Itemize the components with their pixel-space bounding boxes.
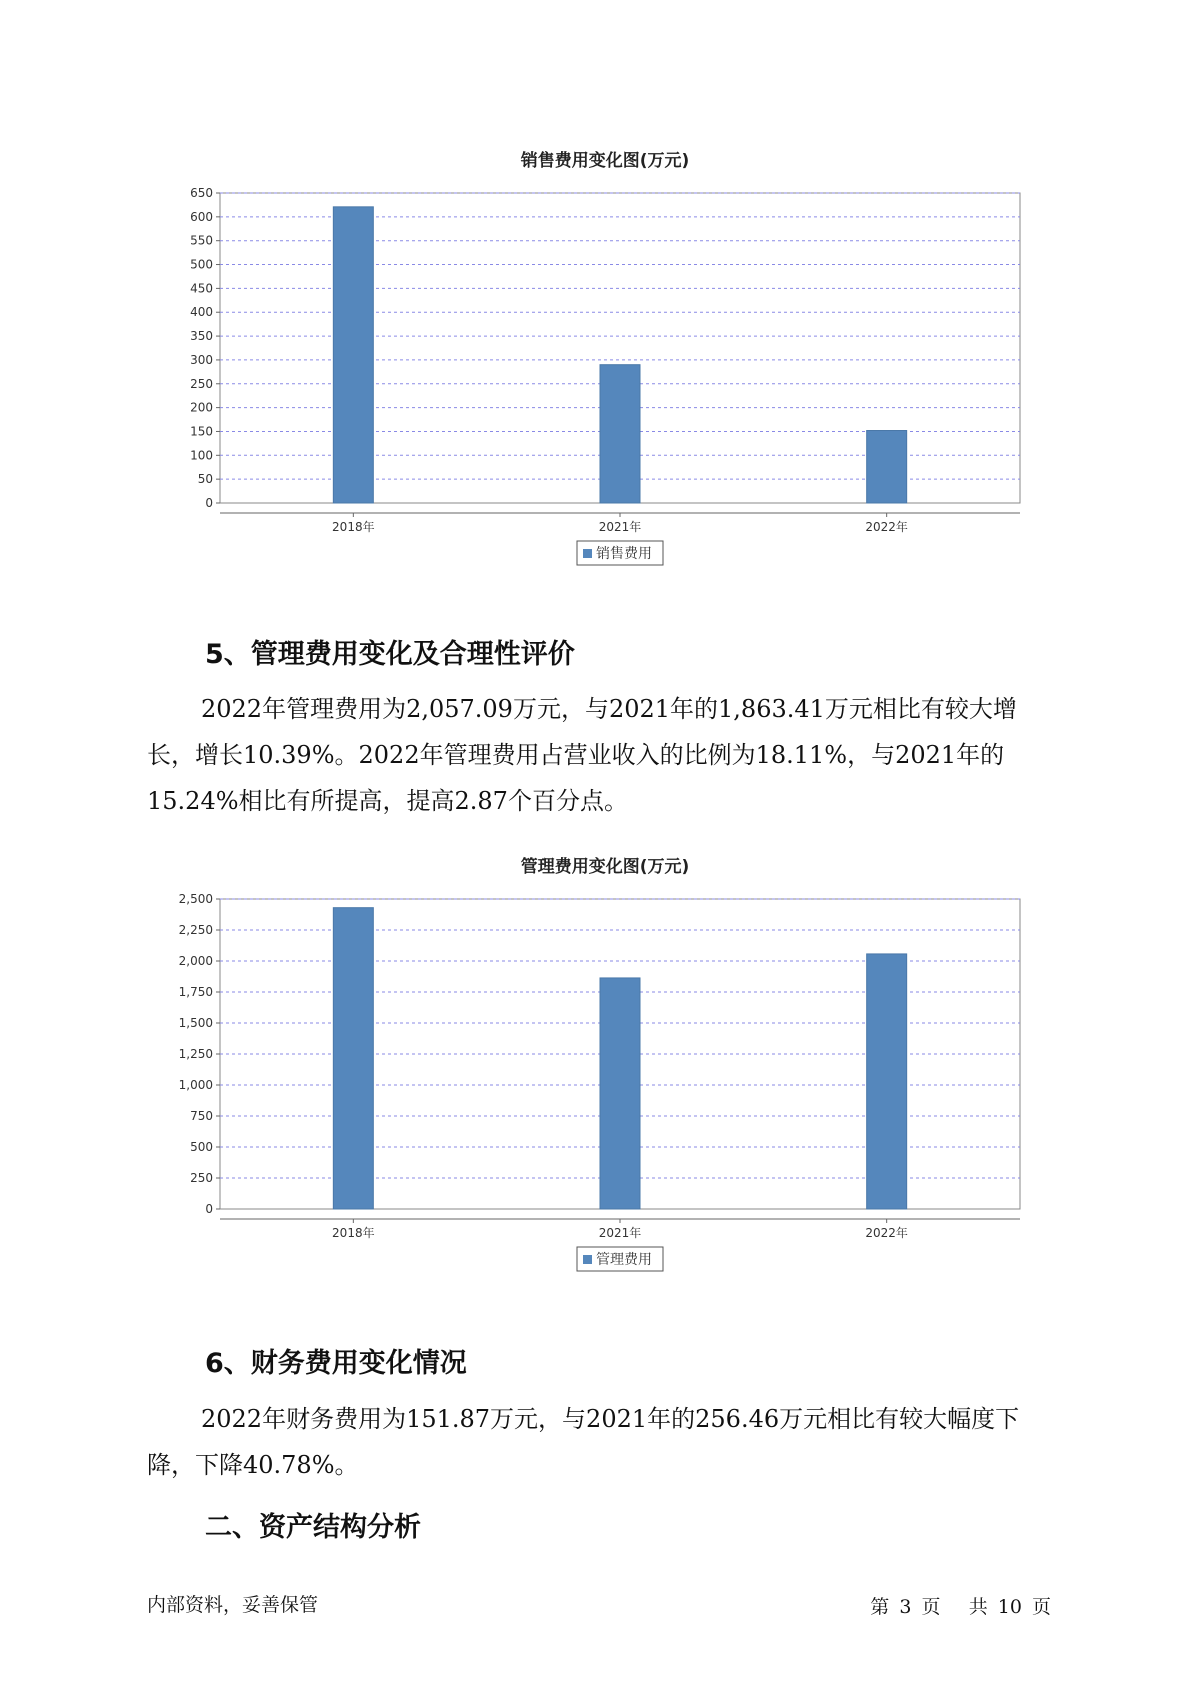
bar	[600, 978, 640, 1209]
y-tick-label: 1,500	[178, 1016, 213, 1030]
y-tick-label: 500	[190, 257, 213, 272]
legend-swatch	[583, 1255, 592, 1264]
legend-swatch	[583, 549, 592, 558]
x-tick-label: 2018年	[332, 1226, 375, 1240]
page-label: 第	[870, 1596, 890, 1618]
y-tick-label: 300	[190, 352, 213, 367]
x-tick-label: 2021年	[598, 1226, 642, 1240]
y-tick-label: 2,500	[178, 892, 213, 906]
chart-title: 管理费用变化图(万元)	[520, 857, 690, 877]
bar	[600, 365, 640, 503]
y-tick-label: 350	[190, 329, 213, 344]
page-label: 共	[968, 1596, 988, 1618]
footer-page-number	[868, 1592, 1053, 1619]
admin-expense-chart	[150, 852, 1060, 1327]
bar	[867, 431, 907, 503]
section-6-heading: 6、财务费用变化情况	[205, 1348, 467, 1379]
y-tick-label: 250	[190, 1171, 213, 1185]
y-tick-label: 150	[190, 424, 213, 439]
y-tick-label: 550	[190, 233, 213, 248]
legend-label: 销售费用	[596, 546, 652, 562]
x-tick-label: 2018年	[332, 520, 375, 534]
y-tick-label: 1,000	[178, 1078, 213, 1092]
y-tick-label: 500	[190, 1140, 213, 1154]
bar	[867, 954, 907, 1209]
page-label: 页	[1031, 1596, 1051, 1618]
y-tick-label: 450	[190, 281, 213, 296]
y-tick-label: 100	[190, 448, 213, 463]
y-tick-label: 1,750	[178, 985, 213, 999]
y-tick-label: 650	[190, 186, 213, 200]
y-tick-label: 0	[205, 496, 213, 510]
y-tick-label: 1,250	[178, 1047, 213, 1061]
y-tick-label: 2,250	[178, 923, 213, 937]
y-tick-label: 400	[190, 305, 213, 320]
y-tick-label: 250	[190, 376, 213, 391]
legend-label: 管理费用	[596, 1252, 652, 1268]
footer-confidential-note: 内部资料，妥善保管	[147, 1594, 319, 1616]
x-tick-label: 2022年	[865, 520, 908, 534]
section-5-paragraph: 2022年管理费用为2,057.09万元，与2021年的1,863.41万元相比有较大增长，增长10.39%。2022年管理费用占营业收入的比例为18.11%，与2021年的15.24%相比有所提高，提高2.87个百分点。	[147, 695, 1017, 815]
page-current: 3	[899, 1596, 912, 1618]
section-5-heading: 5、管理费用变化及合理性评价	[205, 639, 575, 670]
section-6-paragraph: 2022年财务费用为151.87万元，与2021年的256.46万元相比有较大幅度下降，下降40.78%。	[147, 1405, 1020, 1479]
admin-expense-chart-svg	[150, 877, 1060, 1327]
x-tick-label: 2022年	[865, 1226, 908, 1240]
x-tick-label: 2021年	[598, 520, 642, 534]
page-total: 10	[997, 1596, 1022, 1618]
chart-title: 销售费用变化图(万元)	[520, 151, 690, 171]
y-tick-label: 50	[197, 472, 213, 487]
y-tick-label: 600	[190, 209, 213, 224]
section-asset-structure-heading: 二、资产结构分析	[205, 1512, 421, 1543]
bar	[333, 908, 373, 1209]
sales-expense-chart	[150, 146, 1060, 621]
page-label: 页	[921, 1596, 941, 1618]
y-tick-label: 200	[190, 400, 213, 415]
y-tick-label: 2,000	[178, 954, 213, 968]
sales-expense-chart-svg	[150, 171, 1060, 621]
y-tick-label: 0	[205, 1202, 213, 1216]
y-tick-label: 750	[190, 1109, 213, 1123]
bar	[333, 207, 373, 503]
